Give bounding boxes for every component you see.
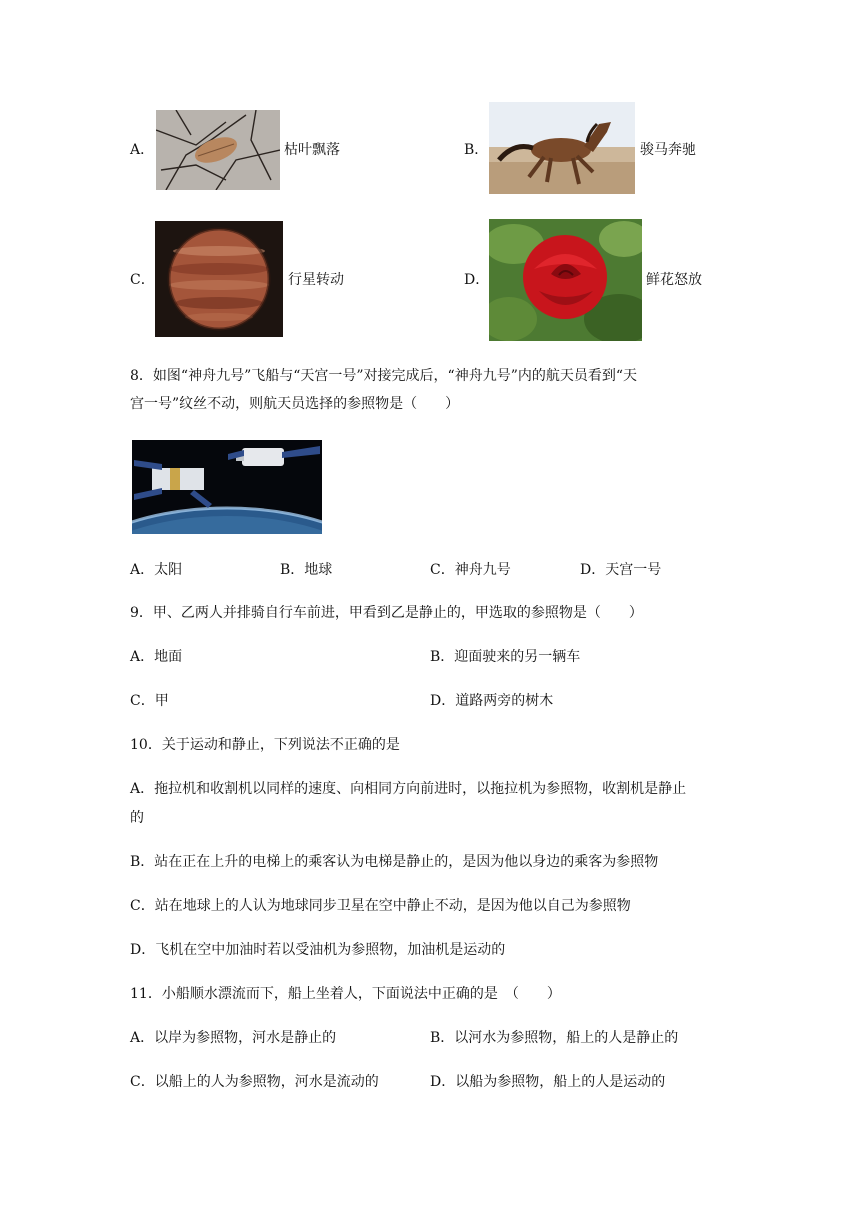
option-label: 枯叶飘落 bbox=[284, 142, 340, 158]
option-d: D．天宫一号 bbox=[580, 562, 662, 578]
option-label: 鲜花怒放 bbox=[646, 272, 702, 288]
question-stem: 10．关于运动和静止，下列说法不正确的是 bbox=[130, 737, 400, 753]
option-letter: A． bbox=[130, 142, 155, 158]
falling-leaf-photo bbox=[156, 110, 280, 190]
option-d: D．道路两旁的树木 bbox=[430, 693, 554, 709]
blooming-rose-photo bbox=[489, 219, 642, 341]
option-label: 行星转动 bbox=[288, 272, 344, 288]
question-stem: 9．甲、乙两人并排骑自行车前进，甲看到乙是静止的，甲选取的参照物是（ ） bbox=[130, 605, 643, 621]
question-stem-line-1: 8．如图“神舟九号”飞船与“天宫一号”对接完成后，“神舟九号”内的航天员看到“天 bbox=[130, 368, 638, 384]
option-b: B．以河水为参照物，船上的人是静止的 bbox=[430, 1030, 679, 1046]
option-c: C．以船上的人为参照物，河水是流动的 bbox=[130, 1074, 379, 1090]
option-a-line-1: A．拖拉机和收割机以同样的速度、向相同方向前进时，以拖拉机为参照物，收割机是静止 bbox=[130, 781, 687, 797]
option-b: B．站在正在上升的电梯上的乘客认为电梯是静止的，是因为他以身边的乘客为参照物 bbox=[130, 854, 659, 870]
option-a: A．太阳 bbox=[130, 562, 183, 578]
option-c: C．站在地球上的人认为地球同步卫星在空中静止不动，是因为他以自己为参照物 bbox=[130, 898, 631, 914]
question-stem: 11．小船顺水漂流而下，船上坐着人，下面说法中正确的是 （ ） bbox=[130, 986, 561, 1002]
option-letter: C． bbox=[130, 272, 155, 288]
spacecraft-docking-photo bbox=[132, 440, 322, 534]
option-d: D．飞机在空中加油时若以受油机为参照物，加油机是运动的 bbox=[130, 942, 506, 958]
option-a-line-2: 的 bbox=[130, 810, 144, 826]
option-d: D．以船为参照物，船上的人是运动的 bbox=[430, 1074, 666, 1090]
option-label: 骏马奔驰 bbox=[640, 142, 696, 158]
option-a: A．地面 bbox=[130, 649, 183, 665]
option-b: B．迎面驶来的另一辆车 bbox=[430, 649, 581, 665]
galloping-horse-photo bbox=[489, 102, 635, 194]
option-letter: D． bbox=[464, 272, 490, 288]
option-b: B．地球 bbox=[280, 562, 333, 578]
option-letter: B． bbox=[464, 142, 489, 158]
rotating-planet-photo bbox=[155, 221, 283, 337]
question-stem-line-2: 宫一号”纹丝不动，则航天员选择的参照物是（ ） bbox=[130, 396, 460, 412]
option-c: C．甲 bbox=[130, 693, 169, 709]
option-c: C．神舟九号 bbox=[430, 562, 511, 578]
option-a: A．以岸为参照物，河水是静止的 bbox=[130, 1030, 337, 1046]
